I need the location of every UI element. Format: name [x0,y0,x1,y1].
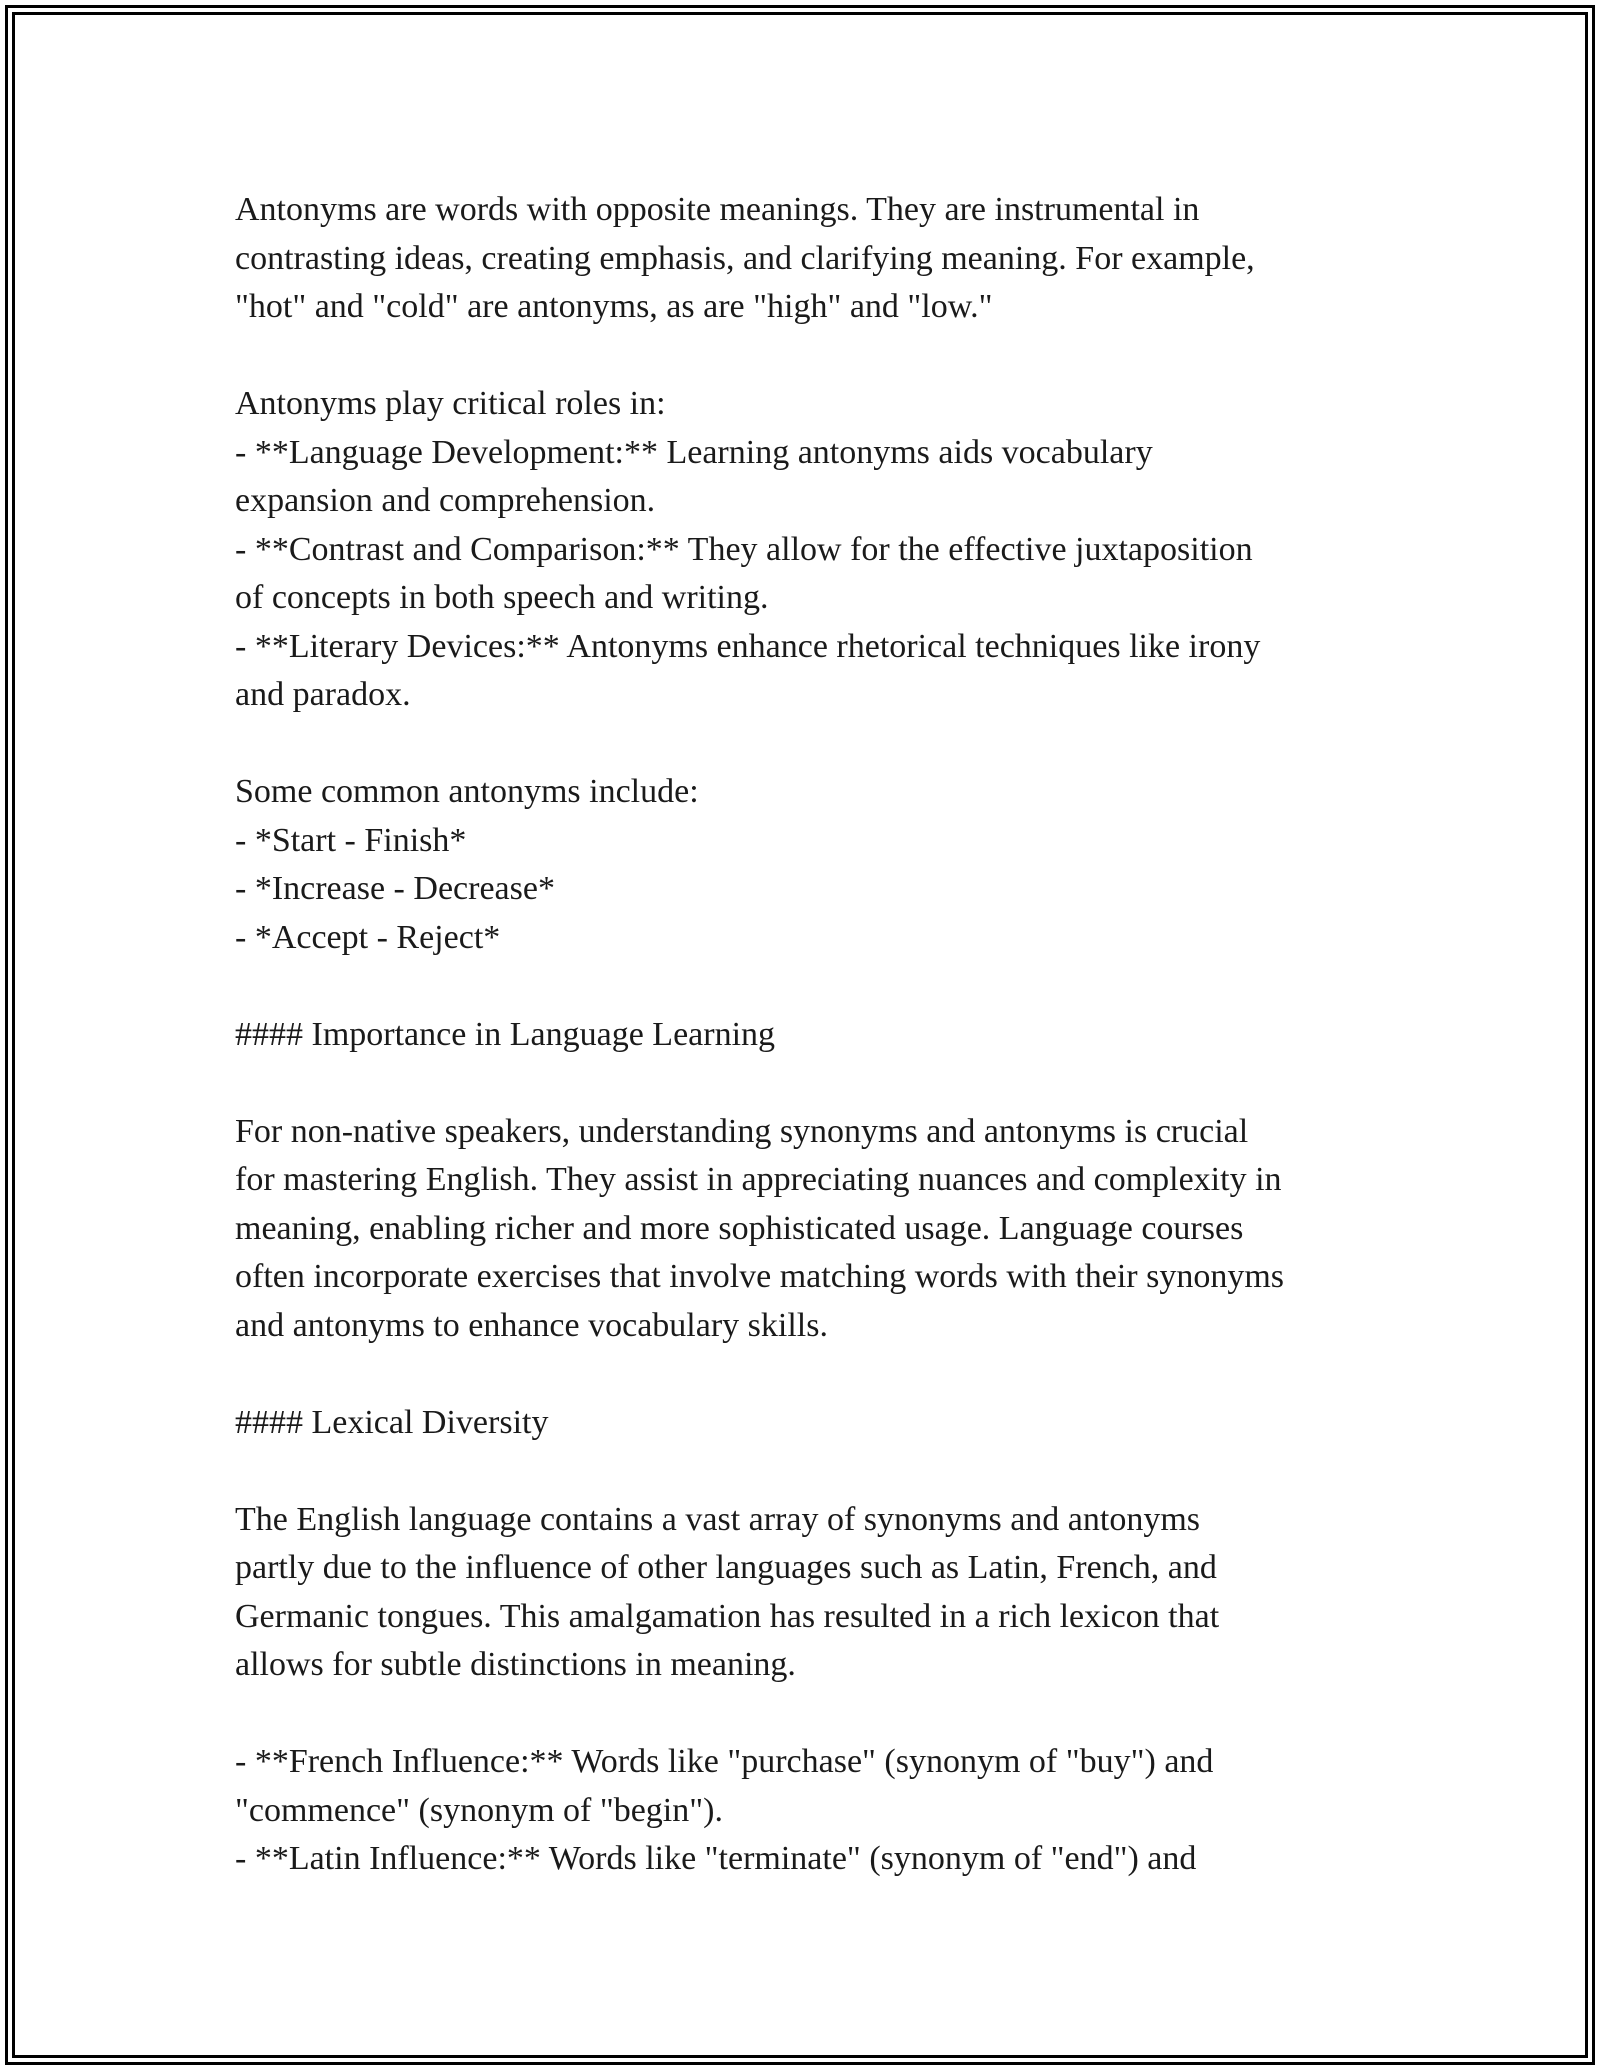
list-item-line: and paradox. [235,676,411,713]
text-line: For non-native speakers, understanding synonyms and antonyms is crucial [235,1112,1249,1150]
heading-lexical-diversity: #### Lexical Diversity [235,1403,549,1441]
text-line: partly due to the influence of other languages such as Latin, French, and [235,1549,1217,1586]
roles-intro: Antonyms play critical roles in: [235,385,666,422]
text-line: meaning, enabling richer and more sophisticated usage. Language courses [235,1209,1244,1247]
list-item: - *Increase - Decrease* [235,870,555,907]
list-item: - *Start - Finish* [235,821,467,859]
list-item-line: expansion and comprehension. [235,482,656,519]
blank-line [235,1350,1395,1399]
text-line: "hot" and "cold" are antonyms, as are "high" and "low." [235,288,993,325]
text-line: The English language contains a vast array of synonyms and antonyms [235,1500,1200,1538]
paragraph-antonyms-definition [235,186,1395,332]
text-line: and antonyms to enhance vocabulary skills. [235,1306,828,1344]
list-item-line: - **Contrast and Comparison:** They allow for the effective juxtaposition [235,530,1253,568]
roles-section [235,380,1395,720]
text-line: Germanic tongues. This amalgamation has resulted in a rich lexicon that [235,1597,1220,1635]
list-item-line: "commence" (synonym of "begin"). [235,1791,723,1829]
blank-line [235,720,1395,769]
common-intro: Some common antonyms include: [235,773,699,810]
list-item-line: - **Language Development:** Learning antonyms aids vocabulary [235,433,1153,471]
paragraph-lexical-diversity [235,1496,1395,1690]
blank-line [235,1690,1395,1739]
paragraph-language-learning [235,1108,1395,1351]
list-item: - *Accept - Reject* [235,918,501,956]
list-item-line: of concepts in both speech and writing. [235,579,769,616]
text-line: allows for subtle distinctions in meaning. [235,1646,796,1683]
blank-line [235,1447,1395,1496]
list-item-line: - **Latin Influence:** Words like "terminate" (synonym of "end") and [235,1840,1197,1877]
common-antonyms-section [235,768,1395,962]
text-line: contrasting ideas, creating emphasis, and clarifying meaning. For example, [235,239,1255,277]
text-line: for mastering English. They assist in appreciating nuances and complexity in [235,1161,1282,1198]
influences-list [235,1738,1395,1884]
text-line: often incorporate exercises that involve matching words with their synonyms [235,1258,1285,1295]
list-item-line: - **French Influence:** Words like "purchase" (synonym of "buy") and [235,1743,1214,1780]
heading-importance: #### Importance in Language Learning [235,1015,776,1053]
blank-line [235,332,1395,381]
list-item-line: - **Literary Devices:** Antonyms enhance rhetorical techniques like irony [235,627,1261,665]
text-line: Antonyms are words with opposite meanings. They are instrumental in [235,191,1200,228]
blank-line [235,1059,1395,1108]
document-body [235,186,1395,1884]
blank-line [235,962,1395,1011]
